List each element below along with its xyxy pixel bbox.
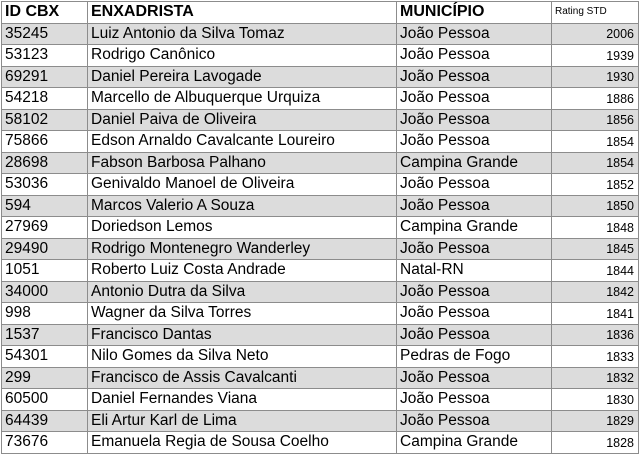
cell-city: Campina Grande <box>397 217 552 239</box>
cell-rating: 1836 <box>552 324 639 346</box>
cell-name: Daniel Fernandes Viana <box>88 389 397 411</box>
cell-name: Francisco de Assis Cavalcanti <box>88 367 397 389</box>
table-row <box>2 174 639 196</box>
cell-rating: 1841 <box>552 303 639 325</box>
cell-rating: 1852 <box>552 174 639 196</box>
table-row <box>2 45 639 67</box>
table-row <box>2 217 639 239</box>
cell-city: Natal-RN <box>397 260 552 282</box>
cell-id: 34000 <box>2 281 88 303</box>
header-city: MUNICÍPIO <box>397 2 552 24</box>
cell-name: Rodrigo Canônico <box>88 45 397 67</box>
table-row <box>2 324 639 346</box>
header-name: ENXADRISTA <box>88 2 397 24</box>
cell-id: 28698 <box>2 152 88 174</box>
cell-rating: 1829 <box>552 410 639 432</box>
cell-id: 54301 <box>2 346 88 368</box>
cell-name: Daniel Pereira Lavogade <box>88 66 397 88</box>
cell-city: João Pessoa <box>397 66 552 88</box>
cell-name: Luiz Antonio da Silva Tomaz <box>88 23 397 45</box>
table-row <box>2 389 639 411</box>
cell-rating: 1842 <box>552 281 639 303</box>
cell-rating: 1844 <box>552 260 639 282</box>
cell-rating: 1854 <box>552 152 639 174</box>
cell-city: João Pessoa <box>397 281 552 303</box>
cell-city: João Pessoa <box>397 174 552 196</box>
cell-city: Pedras de Fogo <box>397 346 552 368</box>
cell-id: 75866 <box>2 131 88 153</box>
table-row <box>2 238 639 260</box>
table-row <box>2 303 639 325</box>
cell-name: Marcos Valerio A Souza <box>88 195 397 217</box>
cell-id: 53123 <box>2 45 88 67</box>
cell-id: 1537 <box>2 324 88 346</box>
cell-rating: 1930 <box>552 66 639 88</box>
cell-id: 29490 <box>2 238 88 260</box>
cell-id: 69291 <box>2 66 88 88</box>
cell-rating: 1832 <box>552 367 639 389</box>
cell-city: João Pessoa <box>397 131 552 153</box>
cell-rating: 1886 <box>552 88 639 110</box>
cell-id: 73676 <box>2 432 88 454</box>
cell-name: Marcello de Albuquerque Urquiza <box>88 88 397 110</box>
cell-city: João Pessoa <box>397 367 552 389</box>
cell-name: Francisco Dantas <box>88 324 397 346</box>
cell-rating: 1848 <box>552 217 639 239</box>
cell-rating: 1845 <box>552 238 639 260</box>
table-row <box>2 109 639 131</box>
ranking-table <box>1 1 639 454</box>
cell-name: Fabson Barbosa Palhano <box>88 152 397 174</box>
cell-id: 27969 <box>2 217 88 239</box>
cell-city: João Pessoa <box>397 88 552 110</box>
cell-rating: 1828 <box>552 432 639 454</box>
table-row <box>2 410 639 432</box>
cell-id: 53036 <box>2 174 88 196</box>
table-body <box>2 23 639 453</box>
cell-rating: 2006 <box>552 23 639 45</box>
cell-city: João Pessoa <box>397 410 552 432</box>
cell-id: 1051 <box>2 260 88 282</box>
cell-id: 58102 <box>2 109 88 131</box>
header-row <box>2 2 639 24</box>
cell-city: João Pessoa <box>397 195 552 217</box>
header-rating: Rating STD <box>552 2 639 24</box>
cell-id: 60500 <box>2 389 88 411</box>
cell-city: João Pessoa <box>397 45 552 67</box>
table-row <box>2 88 639 110</box>
table-row <box>2 23 639 45</box>
table-row <box>2 367 639 389</box>
cell-id: 35245 <box>2 23 88 45</box>
cell-id: 594 <box>2 195 88 217</box>
cell-name: Antonio Dutra da Silva <box>88 281 397 303</box>
cell-name: Emanuela Regia de Sousa Coelho <box>88 432 397 454</box>
table-row <box>2 432 639 454</box>
cell-city: João Pessoa <box>397 109 552 131</box>
table-row <box>2 152 639 174</box>
cell-city: João Pessoa <box>397 303 552 325</box>
table-row <box>2 66 639 88</box>
cell-name: Doriedson Lemos <box>88 217 397 239</box>
table-row <box>2 260 639 282</box>
cell-rating: 1854 <box>552 131 639 153</box>
cell-name: Genivaldo Manoel de Oliveira <box>88 174 397 196</box>
cell-name: Nilo Gomes da Silva Neto <box>88 346 397 368</box>
cell-name: Eli Artur Karl de Lima <box>88 410 397 432</box>
cell-rating: 1850 <box>552 195 639 217</box>
cell-rating: 1856 <box>552 109 639 131</box>
cell-city: Campina Grande <box>397 152 552 174</box>
cell-name: Edson Arnaldo Cavalcante Loureiro <box>88 131 397 153</box>
cell-city: João Pessoa <box>397 23 552 45</box>
cell-id: 54218 <box>2 88 88 110</box>
cell-rating: 1939 <box>552 45 639 67</box>
cell-name: Rodrigo Montenegro Wanderley <box>88 238 397 260</box>
table-row <box>2 346 639 368</box>
table-row <box>2 281 639 303</box>
cell-rating: 1830 <box>552 389 639 411</box>
cell-rating: 1833 <box>552 346 639 368</box>
cell-city: João Pessoa <box>397 324 552 346</box>
table-row <box>2 195 639 217</box>
cell-name: Roberto Luiz Costa Andrade <box>88 260 397 282</box>
table-row <box>2 131 639 153</box>
cell-id: 998 <box>2 303 88 325</box>
cell-city: João Pessoa <box>397 389 552 411</box>
cell-city: João Pessoa <box>397 238 552 260</box>
cell-id: 64439 <box>2 410 88 432</box>
cell-city: Campina Grande <box>397 432 552 454</box>
cell-name: Daniel Paiva de Oliveira <box>88 109 397 131</box>
cell-name: Wagner da Silva Torres <box>88 303 397 325</box>
header-id: ID CBX <box>2 2 88 24</box>
cell-id: 299 <box>2 367 88 389</box>
